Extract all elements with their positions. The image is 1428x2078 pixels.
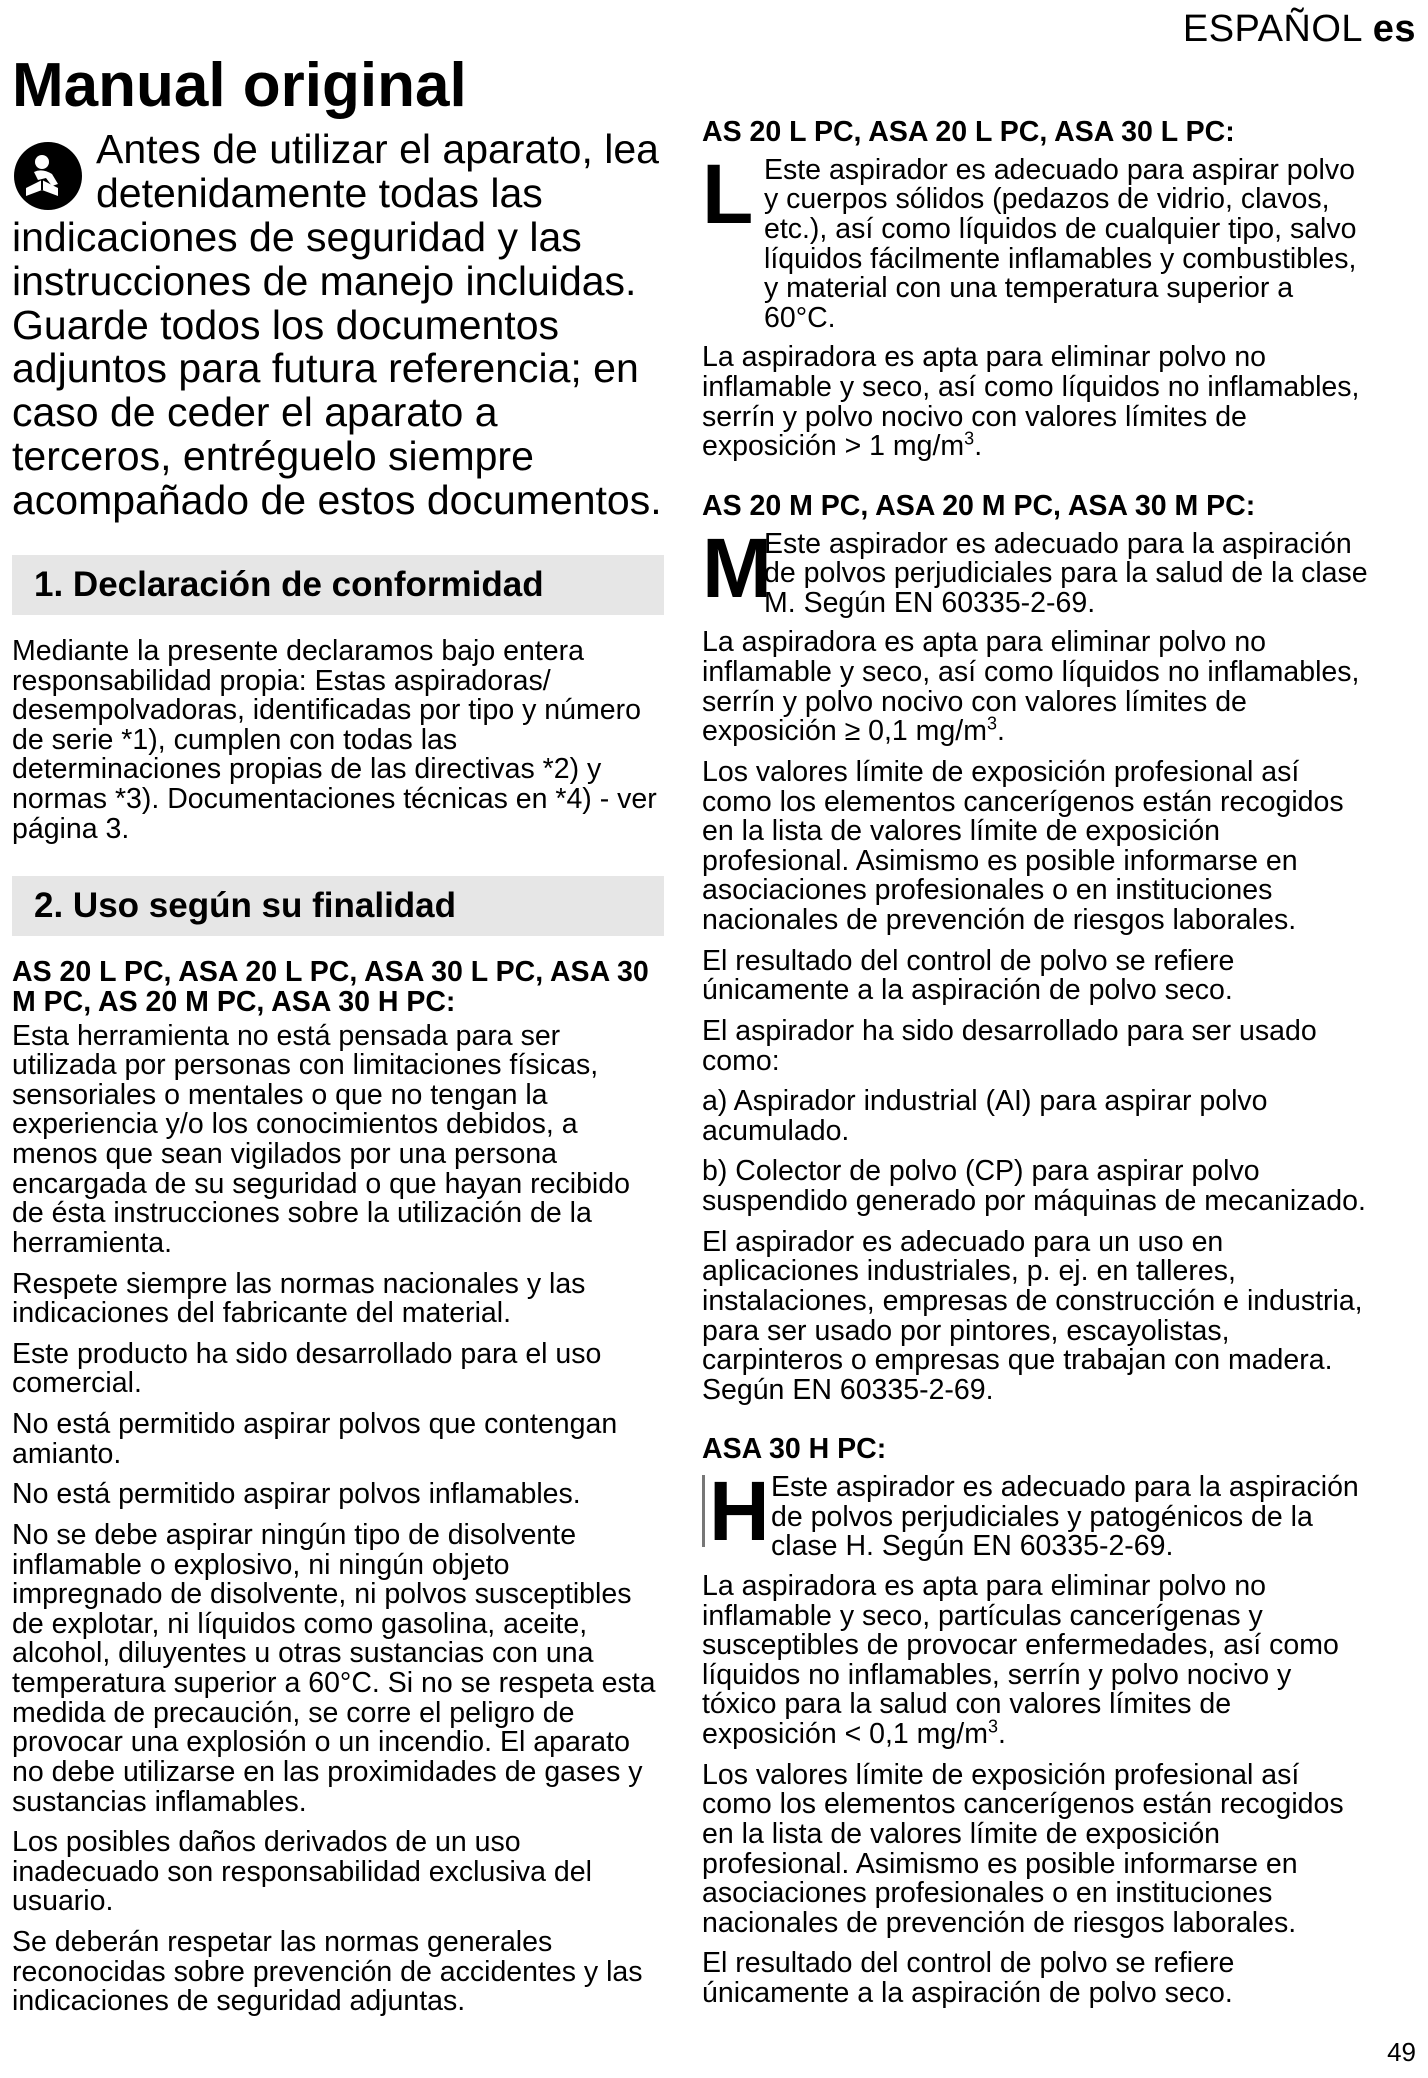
superscript: 3 (964, 428, 975, 449)
section-2-heading: 2. Uso según su finalidad (12, 876, 664, 936)
paragraph: b) Colector de polvo (CP) para aspirar polvo suspendido generado por máquinas de mecanizado. (702, 1155, 1366, 1217)
l-class-exposure-paragraph (702, 343, 1370, 462)
left-column (12, 52, 664, 2028)
paragraph: Este producto ha sido desarrollado para el uso comercial. (12, 1337, 602, 1400)
paragraph: El aspirador ha sido desarrollado para ser usado como: (702, 1014, 1317, 1077)
dust-class-l-symbol: L (702, 146, 754, 241)
conformity-text: Mediante la presente declaramos bajo entera responsabilidad propia: Estas aspiradoras/ desempolvadoras, identificadas por tipo y número de serie *1), cumplen con todas las determinaciones propias de las directivas *2) y normas *3). Documentaciones técnicas en *4) - ver página 3. (12, 634, 657, 845)
m-class-exposure-text: La aspiradora es apta para eliminar polvo no inflamable y seco, así como líquidos no inflamables, serrín y polvo nocivo con valores límites de exposición ≥ 0,1 mg/m (702, 626, 1360, 748)
paragraph: Se deberán respetar las normas generales reconocidas sobre prevención de accidentes y las indicaciones de seguridad adjuntas. (12, 1926, 643, 2018)
read-manual-icon (12, 140, 84, 212)
l-class-exposure-text: La aspiradora es apta para eliminar polvo no inflamable y seco, así como líquidos no inflamables, serrín y polvo nocivo con valores límites de exposición > 1 mg/m (702, 341, 1360, 463)
section-1-heading: 1. Declaración de conformidad (12, 555, 664, 615)
m-class-text: Este aspirador es adecuado para la aspiración de polvos perjudiciales para la salud de la clase M. Según EN 60335-2-69. (764, 527, 1368, 619)
m-class-heading: AS 20 M PC, ASA 20 M PC, ASA 30 M PC: (702, 489, 1256, 522)
period: . (974, 430, 983, 463)
l-class-block (702, 146, 1370, 334)
paragraph: No se debe aspirar ningún tipo de disolvente inflamable o explosivo, ni ningún objeto impregnado de disolvente, ni polvos susceptibles de explotar, ni líquidos como gasolina, aceite, alcohol, diluyentes u otras sustancias con una temperatura superior a 60°C. Si no se respeta esta medida de precaución, se corre el peligro de provocar una explosión o un incendio. El aparato no debe utilizarse en las proximidades de gases y sustancias inflamables. (12, 1518, 656, 1818)
m-class-block (702, 520, 1370, 619)
right-column (702, 118, 1370, 2020)
dust-class-m-symbol: M (702, 520, 772, 615)
period: . (996, 715, 1005, 748)
language-code: es (1372, 8, 1416, 50)
h-class-heading: ASA 30 H PC: (702, 1433, 887, 1466)
dust-class-h-symbol: H (702, 1475, 767, 1547)
intro-text: Antes de utilizar el aparato, lea detenidamente todas las indicaciones de seguridad y las instrucciones de manejo incluidas. Guarde todos los documentos adjuntos para futura referencia; en caso de ceder el aparato a terceros, entréguelo siempre acompañado de estos documentos. (12, 126, 662, 524)
models-subheading: AS 20 L PC, ASA 20 L PC, ASA 30 L PC, ASA 30 M PC, AS 20 M PC, ASA 30 H PC: (12, 956, 649, 1018)
h-class-block (702, 1464, 1370, 1563)
paragraph: Esta herramienta no está pensada para ser utilizada por personas con limitaciones físicas, sensoriales o mentales o que no tengan la experiencia y/o los conocimientos debidos, a menos que sean vigilados por una persona encargada de su seguridad o que hayan recibido de ésta instrucciones sobre la utilización de la herramienta. (12, 1019, 630, 1259)
page-number: 49 (1387, 2037, 1416, 2067)
paragraph: Respete siempre las normas nacionales y las indicaciones del fabricante del material. (12, 1267, 586, 1330)
period: . (997, 1718, 1006, 1750)
language-header (1183, 8, 1416, 51)
h-class-text: Este aspirador es adecuado para la aspiración de polvos perjudiciales y patogénicos de la clase H. Según EN 60335-2-69. (771, 1471, 1359, 1563)
page-title: Manual original (12, 51, 467, 120)
paragraph: El resultado del control de polvo se refiere únicamente a la aspiración de polvo seco. (702, 1947, 1235, 2009)
h-class-exposure-paragraph (702, 1569, 1370, 1750)
intro-block (12, 128, 664, 523)
paragraph: El resultado del control de polvo se refiere únicamente a la aspiración de polvo seco. (702, 944, 1235, 1007)
paragraph: a) Aspirador industrial (AI) para aspirar polvo acumulado. (702, 1085, 1268, 1147)
paragraph: Los valores límite de exposición profesional así como los elementos cancerígenos están recogidos en la lista de valores límite de exposición profesional. Asimismo es posible informarse en asociaciones profesionales o en instituciones nacionales de prevención de riesgos laborales. (702, 755, 1344, 936)
paragraph: Los posibles daños derivados de un uso inadecuado son responsabilidad exclusiva del usuario. (12, 1826, 592, 1918)
language-word: ESPAÑOL (1182, 8, 1362, 50)
paragraph: El aspirador es adecuado para un uso en aplicaciones industriales, p. ej. en talleres, instalaciones, empresas de construcción e industria, para ser usado por pintores, escayolistas, carpinteros o empresas que trabajan con madera. Según EN 60335-2-69. (702, 1225, 1363, 1406)
h-class-exposure-text: La aspiradora es apta para eliminar polvo no inflamable y seco, partículas cancerígenas y susceptibles de provocar enfermedades, así como líquidos no inflamables, serrín y polvo nocivo y tóxico para la salud con valores límites de exposición < 0,1 mg/m (702, 1569, 1339, 1750)
superscript: 3 (986, 713, 997, 734)
l-class-text: Este aspirador es adecuado para aspirar polvo y cuerpos sólidos (pedazos de vidrio, clavos, etc.), así como líquidos de cualquier tipo, salvo líquidos fácilmente inflamables y combustibles, y material con una temperatura superior a 60°C. (764, 153, 1357, 334)
paragraph: Los valores límite de exposición profesional así como los elementos cancerígenos están recogidos en la lista de valores límite de exposición profesional. Asimismo es posible informarse en asociaciones profesionales o en instituciones nacionales de prevención de riesgos laborales. (702, 1758, 1344, 1939)
paragraph: No está permitido aspirar polvos inflamables. (12, 1478, 581, 1511)
l-class-heading: AS 20 L PC, ASA 20 L PC, ASA 30 L PC: (702, 116, 1235, 148)
m-class-exposure-paragraph (702, 628, 1370, 747)
superscript: 3 (987, 1716, 998, 1737)
paragraph: No está permitido aspirar polvos que contengan amianto. (12, 1408, 618, 1470)
